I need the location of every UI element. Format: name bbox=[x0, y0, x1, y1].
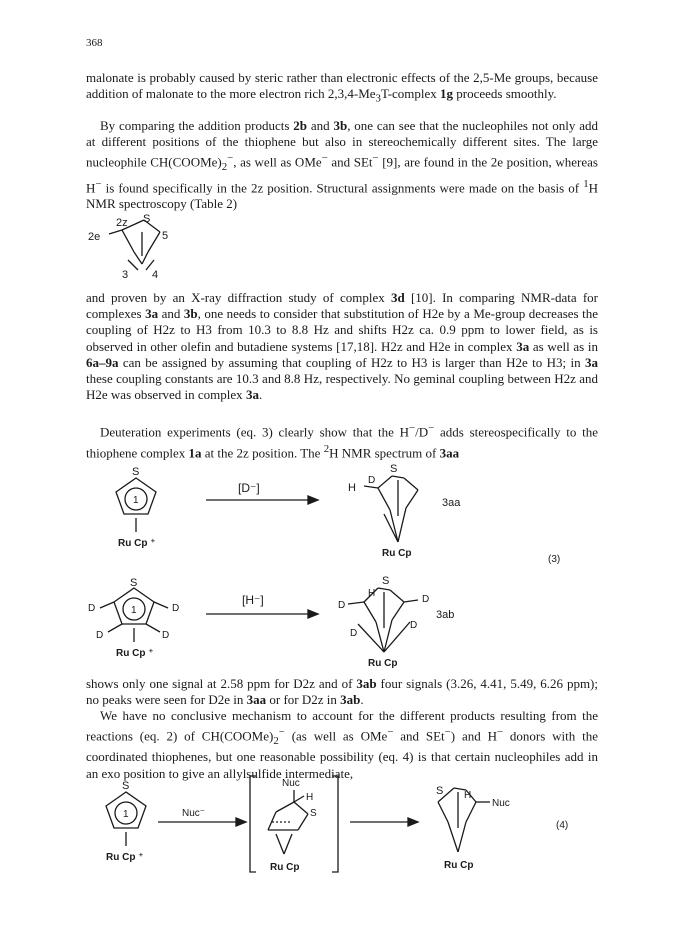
equation-3-label: (3) bbox=[548, 554, 561, 565]
eq3-top-product-h: H bbox=[348, 482, 356, 494]
eq3-bottom-product-d2: D bbox=[422, 594, 430, 605]
eq3-bottom-reactant-d4: D bbox=[162, 630, 170, 641]
eq3-bottom-reactant-d1: D bbox=[88, 603, 96, 614]
paragraph-2: By comparing the addition products 2b and 3b, one can see that the nucleophiles not only add at different positions of the thiophene but also in stereochemically different sites. The large nucleophile $CH(COOMe)_2^-$, as well as OMe− and SEt− [9], are found in the 2e position, whereas H− is found specifically in the 2z position. Structural assignments were made on the basis of $^1$H NMR spectroscopy (Table 2) bbox=[86, 118, 599, 212]
equation-4-scheme bbox=[86, 772, 598, 880]
eq4-product-nuc: Nuc bbox=[492, 798, 510, 809]
eq3-top-product-rucp: Ru Cp bbox=[382, 548, 412, 559]
eq4-intermediate-h: H bbox=[306, 792, 314, 803]
eq4-product-h: H bbox=[464, 790, 472, 801]
eq3-top-reactant-rucp: Ru Cp ⁺ bbox=[118, 538, 156, 549]
eq3-bottom-product-rucp: Ru Cp bbox=[368, 658, 398, 669]
eq3-top-reactant-1: 1 bbox=[133, 495, 139, 506]
paragraph-3: and proven by an X-ray diffraction study of complex 3d [10]. In comparing NMR-data for complexes 3a and 3b, one needs to consider that substitution of H2e by a Me-group decreases the coupling of H2z to H3 from 10.3 to 8.8 Hz and shifts H2z ca. 0.9 ppm to lower field, as is observed in other olefin and butadiene systems [17,18]. H2z and H2e in complex 3a as well as in 6a–9a can be assigned by assuming that coupling of H2z to H3 is larger than H2e to H3; in 3a these coupling constants are 10.3 and 8.8 Hz, respectively. No geminal coupling between H2z and H2e was observed in complex 3a. bbox=[86, 290, 598, 403]
eq4-intermediate-nuc: Nuc bbox=[282, 778, 300, 789]
label-2e: 2e bbox=[88, 231, 101, 243]
eq4-reactant-s: S bbox=[122, 780, 130, 792]
eq4-intermediate-s: S bbox=[310, 808, 317, 819]
eq3-bottom-product-d1: D bbox=[338, 600, 346, 611]
label-4: 4 bbox=[152, 269, 159, 281]
eq3-top-reactant-s: S bbox=[132, 466, 140, 478]
eq3-top-product-d: D bbox=[368, 475, 376, 486]
eq3-reagent-d: [D⁻] bbox=[238, 481, 260, 495]
eq3-bottom-product-s: S bbox=[382, 575, 390, 587]
eq3-bottom-reactant-d2: D bbox=[172, 603, 180, 614]
eq4-reagent-nuc: Nuc⁻ bbox=[182, 808, 206, 819]
eq3-bottom-reactant-s: S bbox=[130, 577, 138, 589]
eq3-product-3aa: 3aa bbox=[442, 497, 461, 509]
eq3-bottom-product-h: H bbox=[368, 588, 376, 599]
eq3-top-product-s: S bbox=[390, 463, 398, 475]
eq3-bottom-product-d3: D bbox=[350, 628, 358, 639]
paragraph-4: Deuteration experiments (eq. 3) clearly show that the H−/D− adds stereospecifically to the thiophene complex 1a at the 2z position. The $^2$H NMR spectrum of 3aa bbox=[86, 422, 598, 460]
label-2z: 2z bbox=[116, 217, 128, 229]
paragraph-6: We have no conclusive mechanism to account for the different products resulting from the reactions (eq. 2) of $CH(COOMe)_2^-$ (as well as OMe− and SEt−) and H− donors with the coordinated thiophenes, but one reasonable possibility (eq. 4) is that certain nucleophiles add in an exo position to give an allylsulfide intermediate, bbox=[86, 708, 598, 781]
eq3-bottom-reactant-rucp: Ru Cp ⁺ bbox=[116, 648, 154, 659]
eq4-product-rucp: Ru Cp bbox=[444, 860, 474, 871]
label-s: S bbox=[143, 213, 151, 225]
eq3-reagent-h: [H⁻] bbox=[242, 593, 264, 607]
label-3: 3 bbox=[122, 269, 129, 281]
eq3-bottom-reactant-d3: D bbox=[96, 630, 104, 641]
eq4-reactant-rucp: Ru Cp ⁺ bbox=[106, 852, 144, 863]
label-5: 5 bbox=[162, 230, 169, 242]
eq4-product-s: S bbox=[436, 785, 444, 797]
paragraph-1: malonate is probably caused by steric rather than electronic effects of the 2,5-Me groups, because addition of malonate to the more electron rich $2,3,4-Me_3T$-complex 1g proceeds smoothly. bbox=[86, 70, 598, 105]
equation-4-label: (4) bbox=[556, 820, 569, 831]
eq3-bottom-product-d4: D bbox=[410, 620, 418, 631]
paragraph-5: shows only one signal at 2.58 ppm for D2z and of 3ab four signals (3.26, 4.41, 5.49, 6.26 ppm); no peaks were seen for D2e in 3aa or for D2z in 3ab. bbox=[86, 676, 598, 708]
eq3-product-3ab: 3ab bbox=[436, 609, 455, 621]
equation-3-scheme bbox=[86, 462, 598, 674]
eq3-bottom-reactant-1: 1 bbox=[131, 605, 137, 616]
eq4-reactant-1: 1 bbox=[123, 809, 129, 820]
page-number: 368 bbox=[86, 37, 103, 49]
eq4-intermediate-rucp: Ru Cp bbox=[270, 862, 300, 873]
numbered-structure-figure bbox=[86, 208, 246, 288]
